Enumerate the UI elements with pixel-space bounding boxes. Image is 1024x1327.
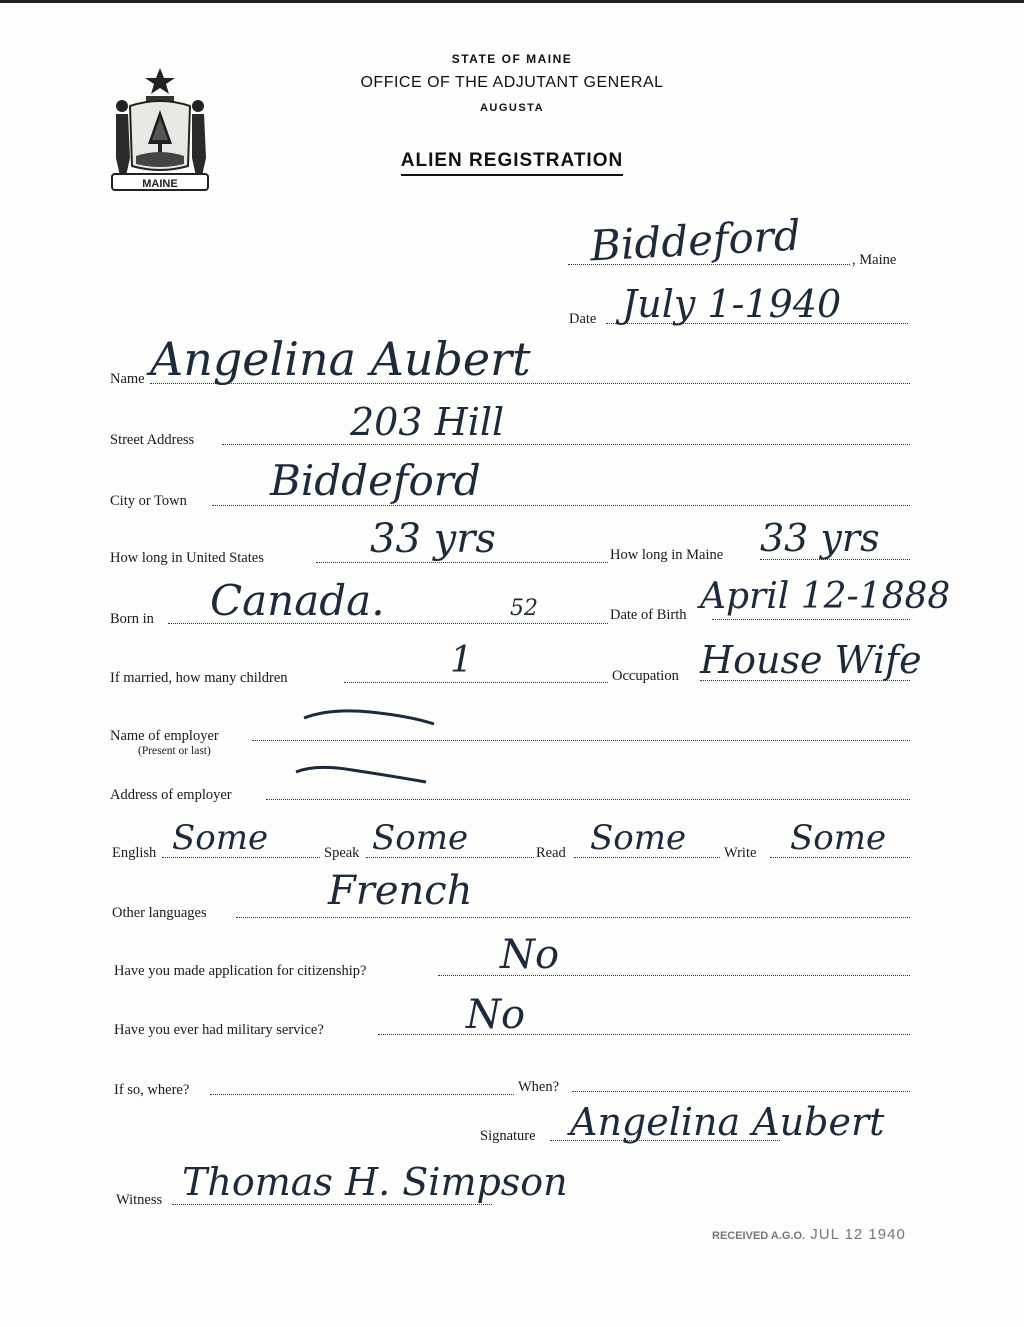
date-label: Date bbox=[569, 311, 597, 327]
if-so-where-label: If so, where? bbox=[114, 1082, 190, 1098]
born-in-value: Canada. bbox=[210, 576, 385, 625]
dob-line bbox=[712, 619, 910, 620]
date-value: July 1-1940 bbox=[622, 282, 842, 326]
employer-address-line bbox=[266, 799, 910, 800]
employer-name-label: Name of employer bbox=[110, 728, 219, 744]
seal-text: MAINE bbox=[142, 178, 178, 190]
town-value: Biddeford bbox=[588, 210, 802, 271]
street-value: 203 Hill bbox=[350, 400, 505, 444]
signature-value: Angelina Aubert bbox=[570, 1100, 885, 1144]
read-label: Read bbox=[536, 845, 566, 861]
state-heading: STATE OF MAINE bbox=[451, 52, 573, 66]
received-stamp bbox=[712, 1226, 906, 1243]
occupation-label: Occupation bbox=[612, 668, 679, 684]
speak-value: Some bbox=[372, 818, 469, 858]
stamp-date: JUL 12 1940 bbox=[810, 1226, 906, 1243]
children-line bbox=[344, 682, 608, 683]
speak-label: Speak bbox=[324, 845, 360, 861]
street-line bbox=[222, 444, 910, 445]
other-languages-line bbox=[236, 917, 910, 918]
city-value: Biddeford bbox=[270, 456, 481, 505]
if-so-where-line bbox=[210, 1094, 514, 1095]
maine-label: , Maine bbox=[852, 252, 897, 268]
how-long-us-line bbox=[316, 562, 608, 563]
name-value: Angelina Aubert bbox=[150, 332, 531, 386]
other-languages-label: Other languages bbox=[112, 905, 207, 921]
citizenship-value: No bbox=[500, 932, 560, 978]
city-label: City or Town bbox=[110, 493, 187, 509]
other-languages-value: French bbox=[328, 868, 473, 914]
witness-label: Witness bbox=[116, 1192, 163, 1208]
citizenship-label: Have you made application for citizenship? bbox=[114, 963, 367, 979]
dob-label: Date of Birth bbox=[610, 607, 687, 623]
english-value: Some bbox=[172, 818, 269, 858]
scan-edge bbox=[0, 0, 1024, 3]
employer-address-dash-mark bbox=[292, 762, 432, 788]
how-long-maine-label: How long in Maine bbox=[610, 547, 724, 563]
employer-name-line bbox=[252, 740, 910, 741]
how-long-us-label: How long in United States bbox=[110, 550, 264, 566]
when-line bbox=[572, 1091, 910, 1092]
how-long-maine-value: 33 yrs bbox=[760, 516, 880, 560]
military-value: No bbox=[466, 992, 526, 1038]
name-label: Name bbox=[110, 371, 145, 387]
witness-value: Thomas H. Simpson bbox=[182, 1160, 568, 1204]
write-value: Some bbox=[790, 818, 887, 858]
city-heading: AUGUSTA bbox=[479, 102, 545, 114]
born-in-label: Born in bbox=[110, 611, 154, 627]
city-line bbox=[212, 505, 910, 506]
form-title bbox=[0, 150, 1024, 172]
english-label: English bbox=[112, 845, 157, 861]
stamp-prefix: RECEIVED A.G.O. bbox=[712, 1230, 806, 1242]
when-label: When? bbox=[518, 1079, 560, 1095]
office-heading: OFFICE OF THE ADJUTANT GENERAL bbox=[360, 74, 664, 91]
military-label: Have you ever had military service? bbox=[114, 1022, 324, 1038]
occupation-value: House Wife bbox=[700, 638, 922, 682]
age-value: 52 bbox=[510, 596, 538, 621]
employer-address-label: Address of employer bbox=[110, 787, 232, 803]
signature-label: Signature bbox=[480, 1128, 536, 1144]
military-line bbox=[378, 1034, 910, 1035]
dob-value: April 12-1888 bbox=[700, 576, 951, 617]
children-label: If married, how many children bbox=[110, 670, 288, 686]
form-title-text: ALIEN REGISTRATION bbox=[401, 150, 623, 176]
children-value: 1 bbox=[450, 640, 473, 681]
write-label: Write bbox=[724, 845, 757, 861]
witness-line bbox=[172, 1204, 492, 1205]
read-value: Some bbox=[590, 818, 687, 858]
employer-sub-label: (Present or last) bbox=[138, 745, 211, 757]
street-label: Street Address bbox=[110, 432, 195, 448]
employer-dash-mark bbox=[300, 704, 440, 730]
how-long-us-value: 33 yrs bbox=[370, 516, 496, 562]
